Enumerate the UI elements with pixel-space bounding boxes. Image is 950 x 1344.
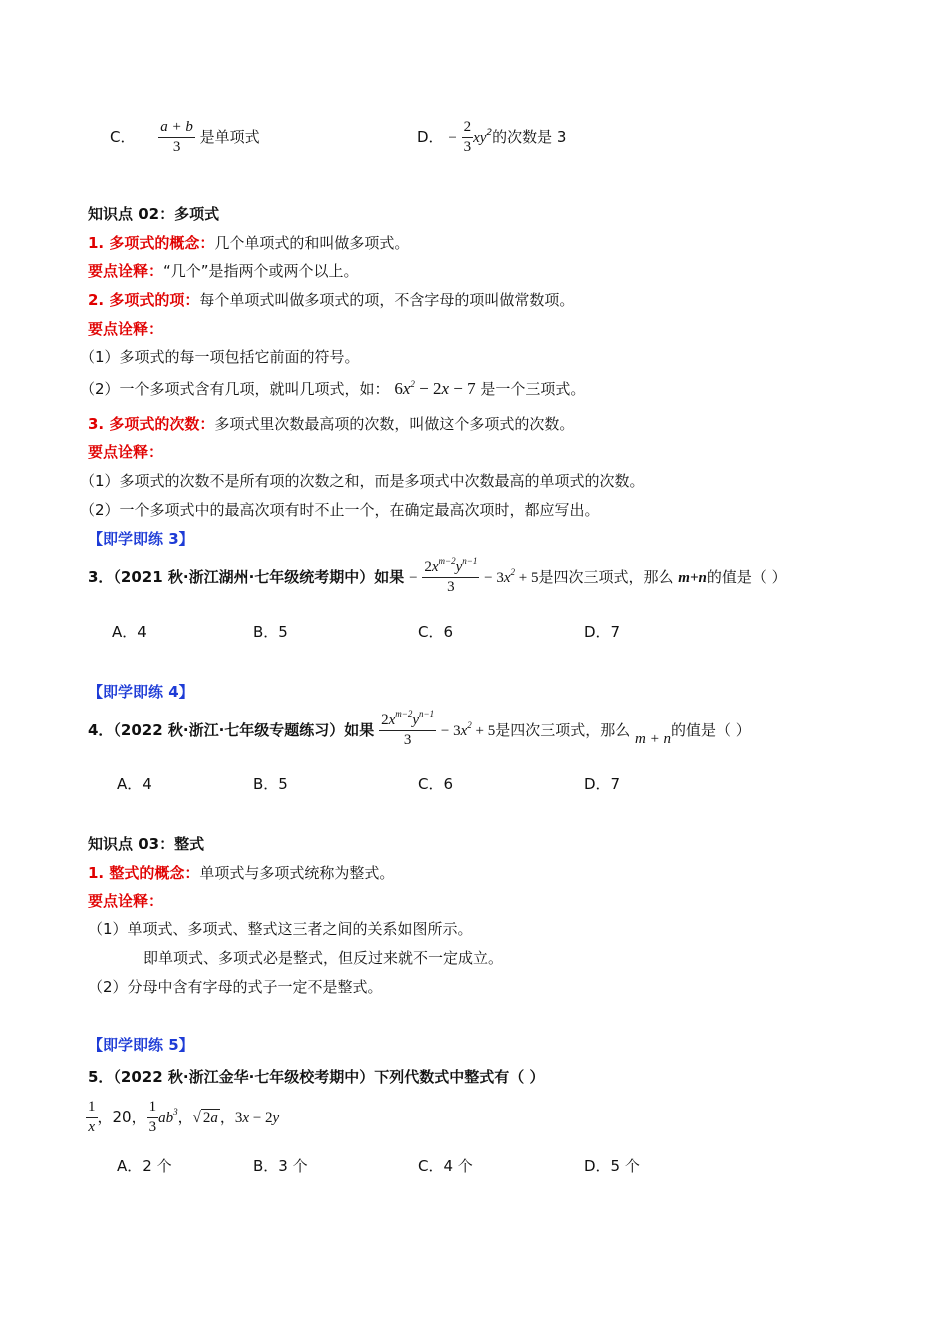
note-text: （2）分母中含有字母的式子一定不是整式。 xyxy=(88,978,383,996)
fraction xyxy=(158,120,195,155)
option-d xyxy=(417,120,566,155)
monomial: $ab^3$ xyxy=(158,1107,178,1126)
separator: ， xyxy=(131,1108,147,1126)
question-text: 4．（2022 秋·浙江·七年级专题练习）如果 xyxy=(88,721,375,739)
definition-label: 2. 多项式的项： xyxy=(88,291,200,309)
answer-option[interactable]: B．5 xyxy=(253,775,288,793)
question-text: 的值是（ ） xyxy=(671,721,751,739)
option-letter: C． xyxy=(110,128,136,146)
question xyxy=(88,556,787,595)
variable: m+n xyxy=(678,570,707,586)
fraction: $\frac{2x^{m-2}y^{n-1}}{3}$ xyxy=(424,556,478,595)
note-label: 要点诠释： xyxy=(88,320,164,338)
section-heading: 知识点 02：多项式 xyxy=(88,205,220,223)
denominator: 3 xyxy=(172,139,181,155)
polynomial: 3x − 2y xyxy=(234,1110,280,1126)
question-text: 3．（2021 秋·浙江湖州·七年级统考期中）如果 xyxy=(88,568,405,586)
note-label: 要点诠释： xyxy=(88,262,164,280)
note-label: 要点诠释： xyxy=(88,892,164,910)
option-text: 的次数是 3 xyxy=(492,128,567,146)
definition-text: 每个单项式叫做多项式的项，不含字母的项叫做常数项。 xyxy=(199,291,575,309)
number: 20 xyxy=(112,1108,132,1126)
note-text: “几个”是指两个或两个以上。 xyxy=(163,262,359,280)
definition-line xyxy=(88,862,394,883)
answer-option[interactable]: C．6 xyxy=(418,775,454,793)
note-line xyxy=(88,260,359,281)
answer-option[interactable]: A．2 个 xyxy=(117,1157,172,1175)
fraction: $\frac{2x^{m-2}y^{n-1}}{3}$ xyxy=(381,709,435,748)
separator: ， xyxy=(177,1108,193,1126)
polynomial-example: $6x^2 - 2x - 7$ xyxy=(394,379,476,398)
denominator: 3 xyxy=(463,139,472,155)
practice-tag: 【即学即练 4】 xyxy=(88,683,194,701)
polynomial-rest: − $3x^2 + 5$ xyxy=(484,567,539,586)
question-text: 是四次三项式，那么 xyxy=(495,721,631,739)
note-text-pre: （2）一个多项式含有几项，就叫几项式，如： xyxy=(80,380,390,398)
separator: ， xyxy=(219,1108,235,1126)
definition-line xyxy=(88,289,574,310)
practice-tag: 【即学即练 3】 xyxy=(88,530,194,548)
fraction: $\frac{1}{x}$ xyxy=(88,1099,96,1135)
definition-line xyxy=(88,232,409,253)
minus-sign: − xyxy=(448,130,457,146)
option-c xyxy=(110,120,260,155)
note-text-post: 是一个三项式。 xyxy=(480,380,586,398)
question-text: 的值是（ ） xyxy=(706,568,787,586)
note-text: （1）多项式的次数不是所有项的次数之和，而是多项式中次数最高的单项式的次数。 xyxy=(80,472,645,490)
answer-option[interactable]: A．4 xyxy=(112,623,147,641)
definition-label: 1. 多项式的概念： xyxy=(88,234,215,252)
numerator: a + b xyxy=(158,120,195,138)
expression-list xyxy=(86,1100,279,1135)
answer-option[interactable]: B．5 xyxy=(253,623,288,641)
question-text: 是四次三项式，那么 xyxy=(538,568,674,586)
monomial: xy xyxy=(473,130,487,146)
note-text: 即单项式、多项式必是整式，但反过来就不一定成立。 xyxy=(143,949,504,967)
answer-option[interactable]: D．7 xyxy=(584,623,621,641)
answer-option[interactable]: D．5 个 xyxy=(584,1157,640,1175)
question: 5．（2022 秋·浙江金华·七年级校考期中）下列代数式中整式有（ ） xyxy=(88,1068,545,1086)
variable: m + n xyxy=(635,731,671,747)
note-text: （1）单项式、多项式、整式这三者之间的关系如图所示。 xyxy=(88,920,473,938)
numerator: 2 xyxy=(462,120,474,138)
definition-text: 几个单项式的和叫做多项式。 xyxy=(214,234,410,252)
definition-text: 单项式与多项式统称为整式。 xyxy=(199,864,395,882)
note-text xyxy=(80,378,585,399)
question xyxy=(88,709,751,748)
answer-option[interactable]: C．4 个 xyxy=(418,1157,473,1175)
separator: ， xyxy=(97,1108,113,1126)
fraction: $\frac{1}{3}$ xyxy=(148,1099,157,1135)
definition-line xyxy=(88,413,574,434)
answer-option[interactable]: B．3 个 xyxy=(253,1157,308,1175)
option-text: 是单项式 xyxy=(199,128,260,146)
definition-label: 1. 整式的概念： xyxy=(88,864,200,882)
fraction xyxy=(462,120,474,155)
definition-label: 3. 多项式的次数： xyxy=(88,415,215,433)
note-label: 要点诠释： xyxy=(88,443,164,461)
definition-text: 多项式里次数最高项的次数，叫做这个多项式的次数。 xyxy=(214,415,575,433)
polynomial-rest: − $3x^2 + 5$ xyxy=(440,720,496,739)
minus-sign: − xyxy=(409,570,418,586)
answer-option[interactable]: A．4 xyxy=(117,775,152,793)
practice-tag: 【即学即练 5】 xyxy=(88,1036,194,1054)
option-letter: D． xyxy=(417,128,444,146)
sqrt-expression: √ 2a xyxy=(192,1110,218,1126)
note-text: （1）多项式的每一项包括它前面的符号。 xyxy=(80,348,360,366)
exponent: 2 xyxy=(486,128,493,138)
answer-option[interactable]: C．6 xyxy=(418,623,454,641)
section-heading: 知识点 03：整式 xyxy=(88,835,205,853)
answer-option[interactable]: D．7 xyxy=(584,775,621,793)
note-text: （2）一个多项式中的最高次项有时不止一个，在确定最高次项时，都应写出。 xyxy=(80,501,600,519)
